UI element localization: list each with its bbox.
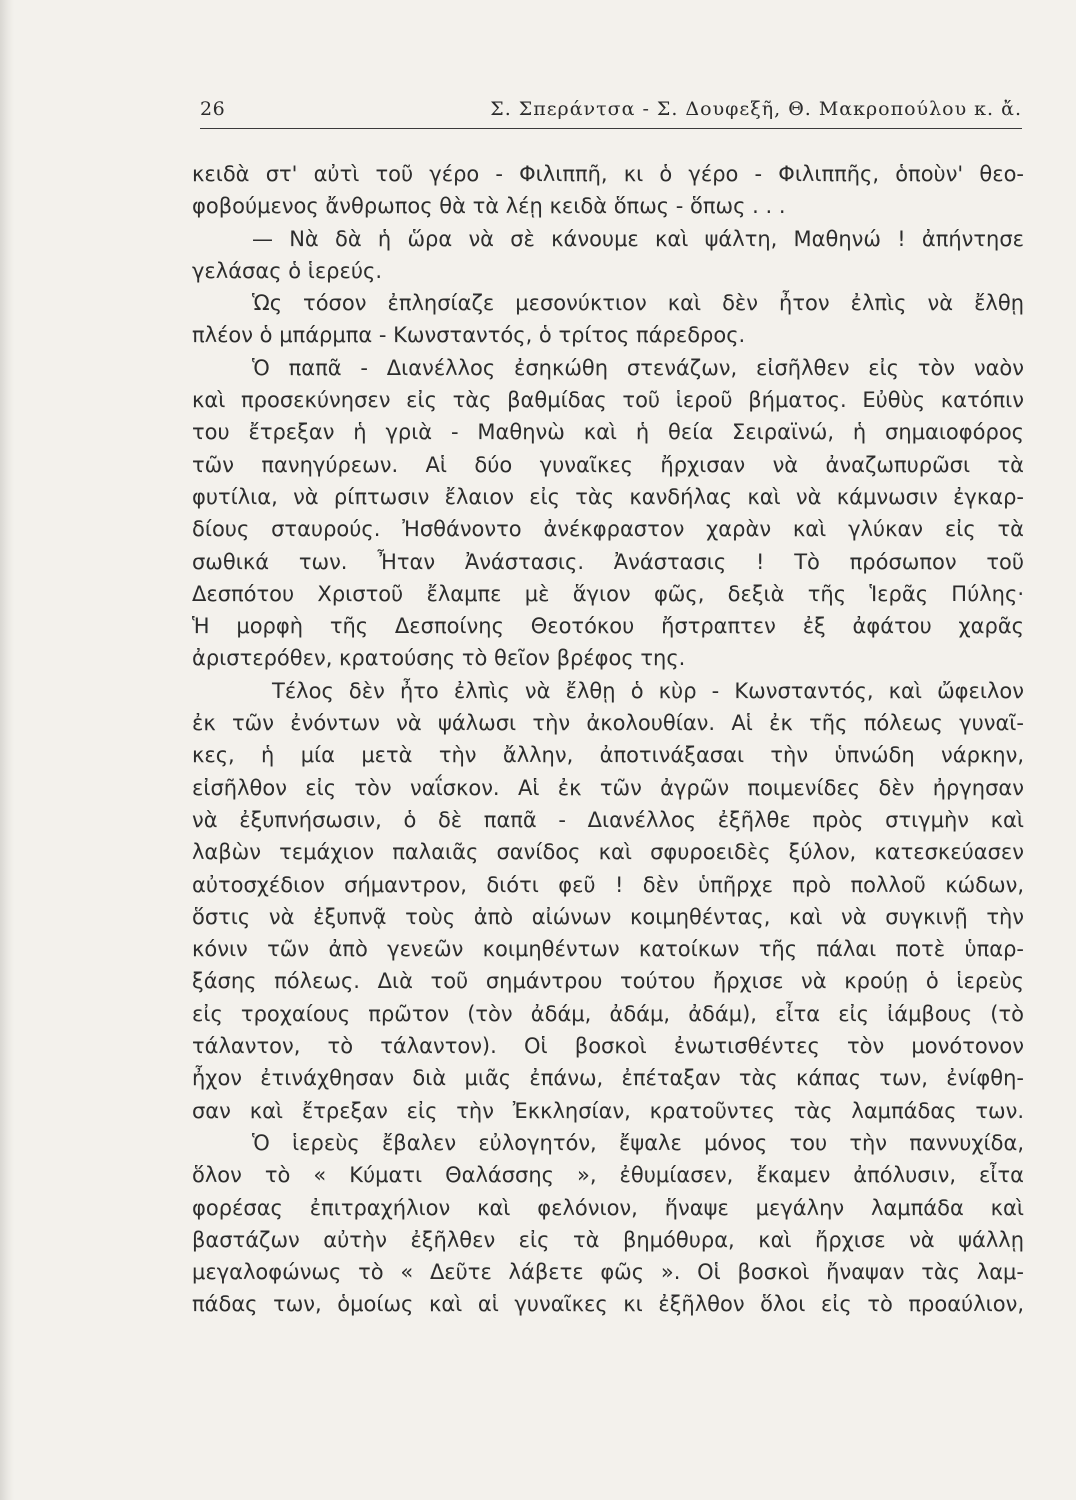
text-line: ξάσης πόλεως. Διὰ τοῦ σημάντρου τούτου ἤρχισε νὰ κρούῃ ὁ ἱερεὺς <box>192 969 1024 994</box>
page-edge-shadow <box>0 0 14 1500</box>
page-number: 26 <box>200 98 226 120</box>
text-line: βαστάζων αὐτὴν ἐξῆλθεν εἰς τὰ βημόθυρα, καὶ ἤρχισε νὰ ψάλλῃ <box>192 1227 1024 1252</box>
text-line: Ὁ ἱερεὺς ἔβαλεν εὐλογητόν, ἔψαλε μόνος του τὴν παννυχίδα, <box>252 1130 1024 1155</box>
text-line: τάλαντον, τὸ τάλαντον). Οἱ βοσκοὶ ἐνωτισθέντες τὸν μονότονον <box>192 1034 1024 1059</box>
text-line: καὶ προσεκύνησεν εἰς τὰς βαθμίδας τοῦ ἱεροῦ βήματος. Εὐθὺς κατόπιν <box>192 388 1024 413</box>
running-header <box>200 96 1022 129</box>
text-line: αὐτοσχέδιον σήμαντρον, διότι φεῦ ! δὲν ὑπῆρχε πρὸ πολλοῦ κώδων, <box>192 872 1024 897</box>
text-line: λαβὼν τεμάχιον παλαιᾶς σανίδος καὶ σφυροειδὲς ξύλον, κατεσκεύασεν <box>192 840 1024 865</box>
text-line: κειδὰ στ' αὐτὶ τοῦ γέρο - Φιλιππῆ, κι ὁ γέρο - Φιλιππῆς, ὁποὺν' θεο- <box>192 162 1024 186</box>
text-line: φοβούμενος ἄνθρωπος θὰ τὰ λέῃ κειδὰ ὅπως - ὅπως . . . <box>192 194 786 219</box>
text-line: μεγαλοφώνως τὸ « Δεῦτε λάβετε φῶς ». Οἱ βοσκοὶ ἤναψαν τὰς λαμ- <box>192 1260 1024 1285</box>
text-line: φυτίλια, νὰ ρίπτωσιν ἔλαιον εἰς τὰς κανδήλας καὶ νὰ κάμνωσιν ἐγκαρ- <box>192 484 1024 509</box>
text-line: του ἔτρεξαν ἡ γριὰ - Μαθηνὼ καὶ ἡ θεία Σειραϊνώ, ἡ σημαιοφόρος <box>192 420 1024 445</box>
text-line: εἰσῆλθον εἰς τὸν ναΐσκον. Αἱ ἐκ τῶν ἀγρῶν ποιμενίδες δὲν ἠργησαν <box>192 775 1024 800</box>
text-line: σαν καὶ ἔτρεξαν εἰς τὴν Ἐκκλησίαν, κρατοῦντες τὰς λαμπάδας των. <box>192 1098 1024 1123</box>
text-line: νὰ ἐξυπνήσωσιν, ὁ δὲ παπᾶ - Διανέλλος ἐξῆλθε πρὸς στιγμὴν καὶ <box>192 807 1024 832</box>
text-line: Ὡς τόσον ἐπλησίαζε μεσονύκτιον καὶ δὲν ἦτον ἐλπὶς νὰ ἔλθῃ <box>252 291 1024 316</box>
text-line: πάδας των, ὁμοίως καὶ αἱ γυναῖκες κι ἐξῆλθον ὅλοι εἰς τὸ προαύλιον, <box>192 1292 1024 1317</box>
text-line: σωθικά των. Ἦταν Ἀνάστασις. Ἀνάστασις ! Τὸ πρόσωπον τοῦ <box>192 549 1024 574</box>
text-line: ἐκ τῶν ἐνόντων νὰ ψάλωσι τὴν ἀκολουθίαν. Αἱ ἐκ τῆς πόλεως γυναῖ- <box>192 711 1024 736</box>
text-line: Ὁ παπᾶ - Διανέλλος ἐσηκώθη στενάζων, εἰσῆλθεν εἰς τὸν ναὸν <box>252 355 1024 380</box>
text-line: Δεσπότου Χριστοῦ ἔλαμπε μὲ ἅγιον φῶς, δεξιὰ τῆς Ἱερᾶς Πύλης· <box>192 581 1024 606</box>
text-line: ὅστις νὰ ἐξυπνᾷ τοὺς ἀπὸ αἰώνων κοιμηθέντας, καὶ νὰ συγκινῇ τὴν <box>192 904 1024 929</box>
text-line: κες, ἡ μία μετὰ τὴν ἄλλην, ἀποτινάξασαι τὴν ὑπνώδη νάρκην, <box>192 743 1024 768</box>
text-line: κόνιν τῶν ἀπὸ γενεῶν κοιμηθέντων κατοίκων τῆς πάλαι ποτὲ ὑπαρ- <box>192 937 1024 962</box>
text-line: Ἡ μορφὴ τῆς Δεσποίνης Θεοτόκου ἤστραπτεν ἐξ ἀφάτου χαρᾶς <box>192 614 1024 639</box>
text-line: ἀριστερόθεν, κρατούσης τὸ θεῖον βρέφος της. <box>192 646 686 671</box>
text-line: εἰς τροχαίους πρῶτον (τὸν ἀδάμ, ἀδάμ, ἀδάμ), εἶτα εἰς ἰάμβους (τὸ <box>192 1001 1024 1026</box>
text-line: δίους σταυρούς. Ἠσθάνοντο ἀνέκφραστον χαρὰν καὶ γλύκαν εἰς τὰ <box>192 517 1024 542</box>
text-line: — Νὰ δὰ ἡ ὥρα νὰ σὲ κάνουμε καὶ ψάλτη, Μαθηνώ ! ἀπήντησε <box>252 226 1024 251</box>
text-line: γελάσας ὁ ἱερεύς. <box>192 258 383 283</box>
text-line: πλέον ὁ μπάρμπα - Κωνσταντός, ὁ τρίτος πάρεδρος. <box>192 323 746 348</box>
running-head-title: Σ. Σπεράντσα - Σ. Δουφεξῆ, Θ. Μακροπούλου κ. ἄ. <box>490 98 1022 120</box>
body-text <box>192 158 1024 1321</box>
text-line: Τέλος δὲν ἦτο ἐλπὶς νὰ ἔλθῃ ὁ κὺρ - Κωνσταντός, καὶ ὤφειλον <box>272 678 1024 703</box>
text-line: ἦχον ἐτινάχθησαν διὰ μιᾶς ἐπάνω, ἐπέταξαν τὰς κάπας των, ἐνίφθη- <box>192 1066 1024 1091</box>
text-line: φορέσας ἐπιτραχήλιον καὶ φελόνιον, ἥναψε μεγάλην λαμπάδα καὶ <box>192 1195 1024 1220</box>
text-line: τῶν πανηγύρεων. Αἱ δύο γυναῖκες ἤρχισαν νὰ ἀναζωπυρῶσι τὰ <box>192 452 1024 477</box>
text-line: ὅλον τὸ « Κύματι Θαλάσσης », ἐθυμίασεν, ἔκαμεν ἀπόλυσιν, εἶτα <box>192 1163 1024 1188</box>
